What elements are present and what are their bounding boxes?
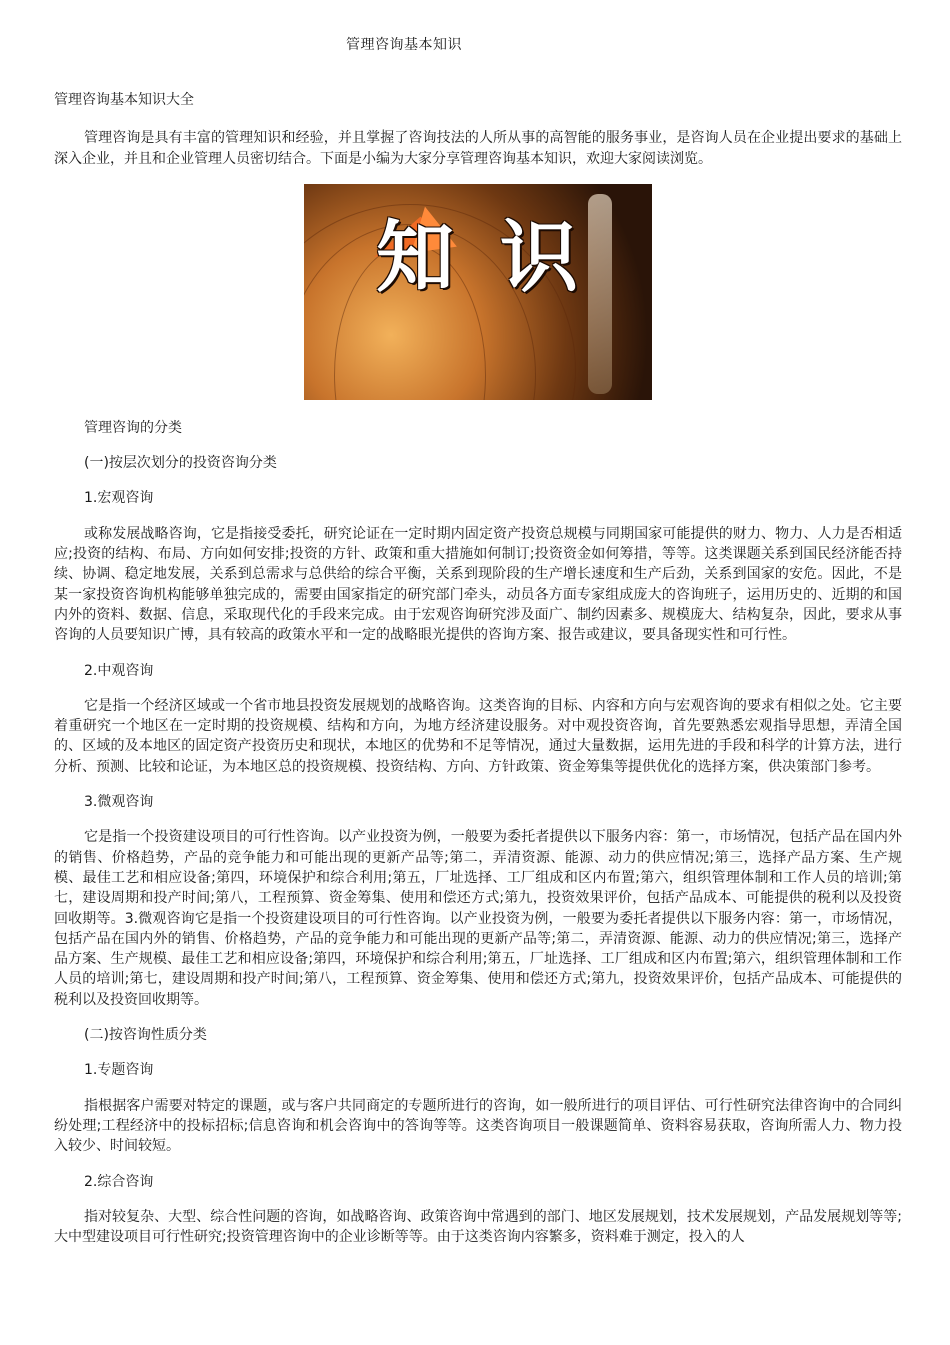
item-text-macro: 或称发展战略咨询，它是指接受委托，研究论证在一定时期内固定资产投资总规模与同期国家可能提供的财力、物力、人力是否相适应;投资的结构、布局、方向如何安排;投资的方针、政策和重大措施如何制订;投资资金如何筹措，等等。这类课题关系到国民经济能否持续、协调、稳定地发展，关系到总需求与总供给的综合平衡，关系到现阶段的生产增长速度和生产后劲，关系到国家的安危。因此，不是某一家投资咨询机构能够单独完成的，需要由国家指定的研究部门牵头，动员各方面专家组成庞大的咨询班子，运用历史的、近期的和国内外的资料、数据、信息，采取现代化的手段来完成。由于宏观咨询研究涉及面广、制约因素多、规模庞大、结构复杂，因此，要求从事咨询的人员要知识广博，具有较高的政策水平和一定的战略眼光提供的咨询方案、报告或建议，要具备现实性和可行性。: [54, 525, 902, 644]
item-text-micro: 它是指一个投资建设项目的可行性咨询。以产业投资为例，一般要为委托者提供以下服务内容：第一，市场情况，包括产品在国内外的销售、价格趋势，产品的竞争能力和可能出现的更新产品等;第二，弄清资源、能源、动力的供应情况;第三，选择产品方案、生产规模、最佳工艺和相应设备;第四，环境保护和综合利用;第五，厂址选择、工厂组成和区内布置;第六，组织管理体制和工作人员的培训;第七，建设周期和投产时间;第八，工程预算、资金筹集、使用和偿还方式;第九，投资效果评价，包括产品成本、可能提供的税利以及投资回收期等。3.微观咨询它是指一个投资建设项目的可行性咨询。以产业投资为例，一般要为委托者提供以下服务内容：第一，市场情况，包括产品在国内外的销售、价格趋势，产品的竞争能力和可能出现的更新产品等;第二，弄清资源、能源、动力的供应情况;第三，选择产品方案、生产规模、最佳工艺和相应设备;第四，环境保护和综合利用;第五，厂址选择、工厂组成和区内布置;第六，组织管理体制和工作人员的培训;第七，建设周期和投产时间;第八，工程预算、资金筹集、使用和偿还方式;第九，投资效果评价，包括产品成本、可能提供的税利以及投资回收期等。: [54, 829, 902, 1008]
knowledge-image: [304, 184, 652, 400]
part1-title: (一)按层次划分的投资咨询分类: [84, 455, 277, 472]
image-caption: 知识: [376, 212, 625, 303]
item-heading-macro: 1.宏观咨询: [84, 490, 154, 507]
item-heading-meso: 2.中观咨询: [84, 662, 154, 679]
item-text-meso: 它是指一个经济区域或一个省市地县投资发展规划的战略咨询。这类咨询的目标、内容和方向与宏观咨询的要求有相似之处。它主要着重研究一个地区在一定时期的投资规模、结构和方向，为地方经济建设服务。对中观投资咨询，首先要熟悉宏观指导思想，弄清全国的、区域的及本地区的固定资产投资历史和现状，本地区的优势和不足等情况，通过大量数据，运用先进的手段和科学的计算方法，进行分析、预测、比较和论证，为本地区总的投资规模、投资结构、方向、方针政策、资金筹集等提供优化的选择方案，供决策部门参考。: [54, 697, 902, 775]
page-header: 管理咨询基本知识: [346, 37, 462, 53]
item-text-comprehensive: 指对较复杂、大型、综合性问题的咨询，如战略咨询、政策咨询中常遇到的部门、地区发展规划，技术发展规划，产品发展规划等等;大中型建设项目可行性研究;投资管理咨询中的企业诊断等等。由于这类咨询内容繁多，资料难于测定，投入的人: [54, 1208, 902, 1246]
part2-title: (二)按咨询性质分类: [84, 1027, 207, 1044]
item-heading-special: 1.专题咨询: [84, 1062, 154, 1079]
section-title: 管理咨询的分类: [84, 419, 182, 436]
item-text-special: 指根据客户需要对特定的课题，或与客户共同商定的专题所进行的咨询，如一般所进行的项目评估、可行性研究法律咨询中的合同纠纷处理;工程经济中的投标招标;信息咨询和机会咨询中的答询等等。这类咨询项目一般课题简单、资料容易获取，咨询所需人力、物力投入较少、时间较短。: [54, 1097, 902, 1155]
item-heading-micro: 3.微观咨询: [84, 794, 154, 811]
intro-paragraph: 管理咨询是具有丰富的管理知识和经验，并且掌握了咨询技法的人所从事的高智能的服务事业，是咨询人员在企业提出要求的基础上深入企业，并且和企业管理人员密切结合。下面是小编为大家分享管理咨询基本知识，欢迎大家阅读浏览。: [54, 130, 902, 167]
document-body: [54, 90, 902, 1262]
document-title: 管理咨询基本知识大全: [54, 92, 194, 108]
item-heading-comprehensive: 2.综合咨询: [84, 1173, 154, 1190]
